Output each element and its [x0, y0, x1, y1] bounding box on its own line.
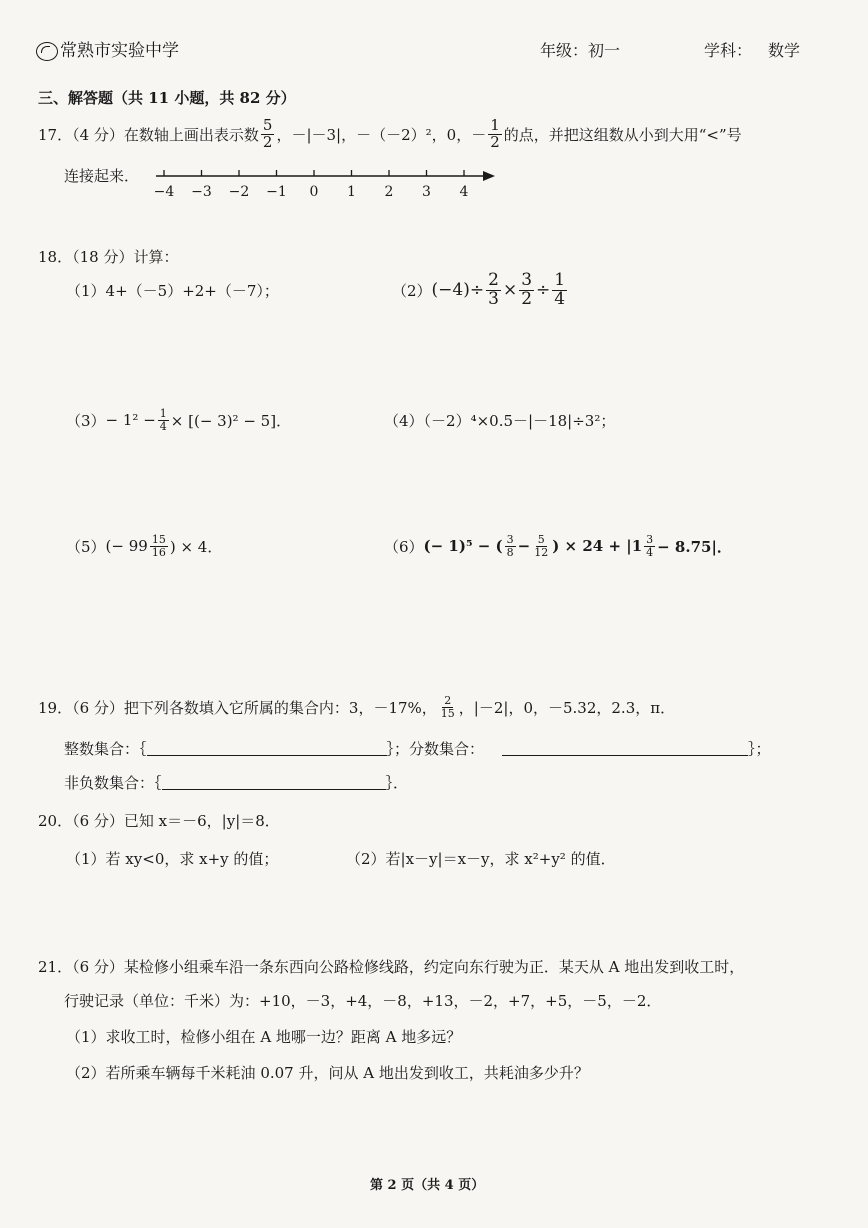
q17-prefix: 17．（4 分）在数轴上画出表示数: [38, 125, 259, 144]
q18-p6-frac3: [644, 534, 655, 558]
header-grade: 年级：初一: [540, 41, 621, 60]
number-line-tick-label: −3: [191, 184, 212, 200]
q18-p2-frac1-den: 3: [488, 288, 499, 309]
q18-p2-frac2: [519, 269, 534, 309]
q18-part1: （1）4+（－5）+2+（－7）；: [66, 282, 279, 300]
q18-p5-frac-den: 16: [151, 545, 166, 559]
q17-frac1-den: 2: [262, 132, 273, 151]
q18-part3: [66, 402, 291, 438]
q18-p2-frac1-num: 2: [488, 269, 499, 290]
q17-frac2-num: 1: [490, 115, 500, 134]
q20-title: 20．（6 分）已知 x＝－6，|y|＝8．: [38, 812, 280, 830]
school-name: 常熟市实验中学: [60, 41, 179, 61]
q18-p6-b: ) × 24 + |1: [552, 537, 643, 555]
q18-p5-a: (− 99: [105, 537, 148, 555]
q18-p5-frac: [150, 534, 168, 558]
number-line: [150, 166, 500, 206]
q18-p2-times: ×: [502, 280, 518, 300]
q18-p6-frac1-num: 3: [506, 532, 514, 546]
q18-part6: [384, 528, 732, 564]
number-line-tick-label: 0: [309, 184, 319, 200]
page-footer: 第 2 页（共 4 页）: [370, 1178, 485, 1193]
number-line-tick-label: 4: [459, 184, 469, 200]
q18-p5-frac-num: 15: [151, 532, 166, 546]
q19-suffix: ，|－2|，0，－5.32，2.3，π．: [458, 698, 676, 717]
section-title: 三、解答题（共 11 小题，共 82 分）: [38, 89, 296, 107]
q19-fraction-blank[interactable]: [502, 741, 748, 756]
q17-line2: 连接起来．: [64, 167, 140, 185]
q18-p2-div: ÷: [536, 280, 551, 300]
q18-p3-b: × [(− 3)² − 5]．: [170, 411, 292, 430]
q18-p3-label: （3）: [66, 411, 106, 430]
q18-p2-frac3-den: 4: [554, 288, 566, 309]
header-subject: 数学: [768, 41, 801, 60]
q18-p6-frac1: [505, 534, 516, 558]
q19-integer-blank[interactable]: [147, 741, 387, 756]
q18-p6-a: (− 1)⁵ − (: [423, 537, 503, 555]
q18-part5: [66, 528, 222, 564]
q20-part2: （2）若|x－y|＝x－y，求 x²+y² 的值．: [346, 850, 616, 868]
q17-line1: [38, 114, 742, 154]
q19-frac-end: ｝；: [748, 740, 771, 758]
q17-fraction-1-2: [488, 115, 502, 151]
q18-p3-a: − 1² −: [105, 411, 156, 429]
q17-suffix: 的点，并把这组数从小到大用“<”号: [503, 125, 742, 144]
q18-p3-frac: [158, 408, 169, 432]
q19-nonnegative-blank[interactable]: [162, 775, 386, 790]
number-line-tick-label: 2: [384, 184, 394, 200]
number-line-tick-label: −2: [228, 184, 250, 200]
q19-line1: [38, 688, 675, 726]
number-line-arrow-icon: [483, 171, 495, 181]
q18-p2-a: (−4)÷: [431, 280, 485, 300]
q20-part1: （1）若 xy<0，求 x+y 的值；: [66, 850, 279, 868]
q19-frac: [439, 695, 457, 719]
q18-part4: （4）（－2）⁴×0.5－|－18|÷3²；: [384, 412, 616, 430]
q21-line2: 行驶记录（单位：千米）为：+10，－3，+4，－8，+13，－2，+7，+5，－5，－2．: [64, 992, 662, 1010]
q19-frac-den: 15: [440, 706, 455, 720]
q18-p6-minus: −: [517, 537, 531, 555]
q19-nonneg-label: 非负数集合：｛: [64, 774, 162, 792]
q19-integer-set: [64, 738, 771, 759]
q18-p6-frac3-den: 4: [646, 545, 654, 559]
q18-p2-frac1: [486, 269, 501, 309]
q17-fraction-5-2: [261, 115, 275, 151]
q18-p2-frac3-num: 1: [554, 269, 566, 290]
q19-nonnegative-set: [64, 772, 408, 793]
q19-prefix: 19．（6 分）把下列各数填入它所属的集合内：3，－17%，: [38, 698, 437, 717]
q18-p2-frac2-num: 3: [521, 269, 533, 290]
q18-p6-frac2-den: 12: [534, 545, 549, 559]
q18-p5-label: （5）: [66, 537, 106, 556]
number-line-tick-label: 3: [422, 184, 431, 200]
q18-p3-frac-den: 4: [159, 419, 167, 433]
q19-int-label: 整数集合：｛: [64, 740, 147, 758]
q18-p6-frac3-num: 3: [646, 532, 654, 546]
number-line-tick-label: −1: [266, 184, 287, 200]
q18-p6-frac2: [532, 534, 550, 558]
q18-p2-label: （2）: [392, 281, 432, 300]
q19-frac-num: 2: [444, 693, 452, 707]
number-line-tick-label: −4: [153, 184, 175, 200]
q18-title: 18．（18 分）计算：: [38, 248, 179, 266]
header-school: [36, 36, 179, 61]
q18-p5-b: ) × 4．: [169, 537, 223, 556]
q17-frac2-den: 2: [490, 132, 500, 151]
q19-frac-label: 分数集合：: [409, 740, 485, 758]
header-subject-label: 学科：: [704, 41, 753, 60]
q18-p2-frac2-den: 2: [521, 288, 533, 309]
q18-p2-frac3: [552, 269, 567, 309]
q18-part2: [392, 268, 569, 312]
number-line-tick-label: 1: [347, 184, 356, 200]
q18-p6-frac2-num: 5: [537, 532, 545, 546]
q19-nonneg-end: ｝．: [385, 774, 409, 792]
q18-p3-frac-num: 1: [159, 406, 167, 420]
q18-p6-label: （6）: [384, 537, 424, 556]
q19-int-end: ｝；: [386, 740, 410, 758]
q21-part2: （2）若所乘车辆每千米耗油 0.07 升，问从 A 地出发到收工，共耗油多少升？: [66, 1064, 589, 1082]
q21-part1: （1）求收工时，检修小组在 A 地哪一边？距离 A 地多远？: [66, 1028, 462, 1046]
q17-frac1-num: 5: [262, 115, 273, 134]
school-logo-icon: [36, 42, 58, 61]
q21-line1: 21．（6 分）某检修小组乘车沿一条东西向公路检修线路，约定向东行驶为正．某天从 A 地出发到收工时，: [38, 958, 745, 976]
q17-mid: ，－|－3|，－（－2）²，0，－: [276, 125, 487, 144]
q18-p6-c: − 8.75|．: [657, 537, 732, 556]
q18-p6-frac1-den: 8: [506, 545, 514, 559]
